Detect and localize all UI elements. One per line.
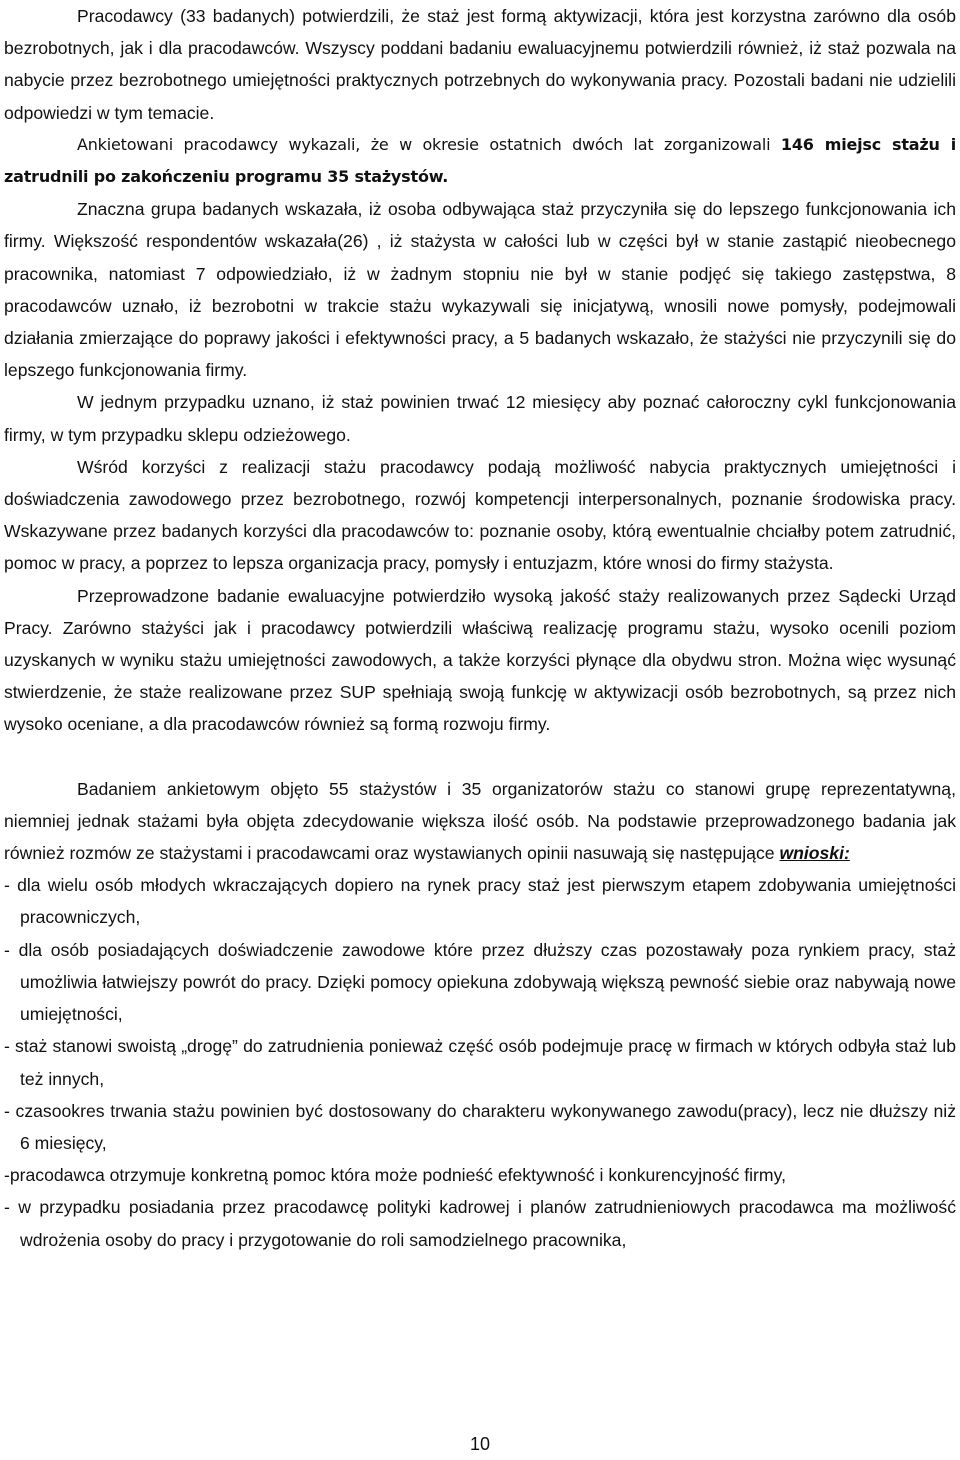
conclusions-list: [4, 869, 956, 1255]
list-item: - czasookres trwania stażu powinien być dostosowany do charakteru wykonywanego zawodu(pracy), lecz nie dłuższy niż 6 miesięcy,: [4, 1100, 956, 1153]
paragraph-text: Ankietowani pracodawcy wykazali, że w okresie ostatnich dwóch lat zorganizowali: [77, 134, 781, 154]
page-number: 10: [469, 1434, 491, 1454]
paragraph-evaluation-summary: Przeprowadzone badanie ewaluacyjne potwierdziło wysoką jakość staży realizowanych przez Sądecki Urząd Pracy. Zarówno stażyści jak i pracodawcy potwierdzili właściwą realizację programu stażu, wysoko ocenili poziom uzyskanych w wyniku stażu umiejętności zawodowych, a także korzyści płynące dla obydwu stron. Można więc wysunąć stwierdzenie, że staże realizowane przez SUP spełniają swoją funkcję w aktywizacji osób bezrobotnych, są przez nich wysoko oceniane, a dla pracodawców również są formą rozwoju firmy.: [4, 585, 956, 735]
paragraph-twelve-months: W jednym przypadku uznano, iż staż powinien trwać 12 miesięcy aby poznać całoroczny cykl funkcjonowania firmy, w tym przypadku sklepu odzieżowego.: [4, 392, 956, 445]
paragraph-internships-organized: [4, 129, 956, 193]
paragraph-company-functioning: Znaczna grupa badanych wskazała, iż osoba odbywająca staż przyczyniła się do lepszego funkcjonowania ich firmy. Większość respondentów wskazała(26) , iż stażysta w całości lub w części był w stanie zastąpić nieobecnego pracownika, natomiast 7 odpowiedziało, iż w żadnym stopniu nie był w stanie podjęć się takiego zastępstwa, 8 pracodawców uznało, iż bezrobotni w trakcie stażu wykazywali się inicjatywą, wnosili nowe pomysły, podejmowali działania zmierzające do poprawy jakości i efektywności pracy, a 5 badanych wskazało, że stażyści nie przyczynili się do lepszego funkcjonowania firmy.: [4, 199, 956, 381]
list-item: -pracodawca otrzymuje konkretną pomoc która może podnieść efektywność i konkurencyjność firmy,: [4, 1165, 786, 1186]
bold-highlight: 146 miejsc stażu i zatrudnili po zakończeniu programu 35 stażystów.: [4, 134, 956, 187]
paragraph-employers-confirmation: Pracodawcy (33 badanych) potwierdzili, że staż jest formą aktywizacji, która jest korzystna zarówno dla osób bezrobotnych, jak i dla pracodawców. Wszyscy poddani badaniu ewaluacyjnemu potwierdzili również, iż staż pozwala na nabycie przez bezrobotnego umiejętności praktycznych potrzebnych do wykonywania pracy. Pozostali badani nie udzielili odpowiedzi w tym temacie.: [4, 6, 956, 123]
document-page: [4, 0, 956, 1256]
conclusions-heading: wnioski:: [779, 843, 850, 864]
paragraph-survey-scope: [4, 773, 956, 870]
list-item: - staż stanowi swoistą „drogę” do zatrudnienia ponieważ część osób podejmuje pracę w firmach w których odbyła staż lub też innych,: [4, 1036, 956, 1089]
paragraph-benefits: Wśród korzyści z realizacji stażu pracodawcy podają możliwość nabycia praktycznych umiejętności i doświadczenia zawodowego przez bezrobotnego, rozwój kompetencji interpersonalnych, poznanie środowiska pracy. Wskazywane przez badanych korzyści dla pracodawców to: poznanie osoby, którą ewentualnie chciałby potem zatrudnić, pomoc w pracy, a poprzez to lepsza organizacja pracy, pomysły i entuzjazm, które wnosi do firmy stażysta.: [4, 456, 956, 574]
list-item: - dla wielu osób młodych wkraczających dopiero na rynek pracy staż jest pierwszym etapem zdobywania umiejętności pracowniczych,: [4, 875, 956, 928]
list-item: - dla osób posiadających doświadczenie zawodowe które przez dłuższy czas pozostawały poza rynkiem pracy, staż umożliwia łatwiejszy powrót do pracy. Dzięki pomocy opiekuna zdobywają większą pewność siebie oraz nabywają nowe umiejętności,: [4, 939, 956, 1025]
section-gap: [4, 741, 956, 773]
list-item: - w przypadku posiadania przez pracodawcę polityki kadrowej i planów zatrudnieniowych pracodawca ma możliwość wdrożenia osoby do pracy i przygotowanie do roli samodzielnego pracownika,: [4, 1197, 956, 1250]
paragraph-text: Badaniem ankietowym objęto 55 stażystów i 35 organizatorów stażu co stanowi grupę reprezentatywną, niemniej jednak stażami była objęta zdecydowanie większa ilość osób. Na podstawie przeprowadzonego badania jak również rozmów ze stażystami i pracodawcami oraz wystawianych opinii nasuwają się następujące: [4, 778, 956, 864]
